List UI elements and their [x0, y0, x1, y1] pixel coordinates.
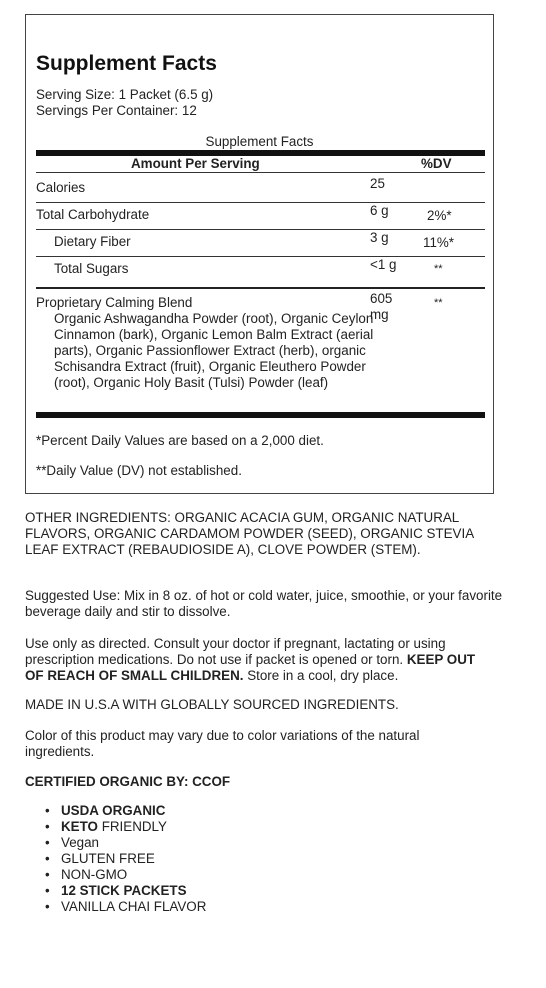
nutrient-amount-calories: 25 [370, 176, 385, 191]
nutrient-dv-total-carbohydrate: 2%* [427, 208, 452, 223]
header-amount-per-serving: Amount Per Serving [131, 156, 260, 171]
warning-text-end: Store in a cool, dry place. [243, 668, 399, 683]
serving-size: Serving Size: 1 Packet (6.5 g) [36, 87, 214, 102]
bullet-icon: • [45, 819, 50, 834]
other-ingredients: OTHER INGREDIENTS: ORGANIC ACACIA GUM, ORGANIC NATURAL FLAVORS, ORGANIC CARDAMOM POWDER (SEED), ORGANIC STEVIA LEAF EXTRACT (REBAUDIOSIDE A), CLOVE POWDER (STEM). [25, 510, 474, 557]
servings-per-container: Servings Per Container: 12 [36, 103, 197, 118]
claim-text: NON-GMO [61, 867, 128, 882]
claim-bold: 12 STICK PACKETS [61, 883, 187, 898]
nutrient-dv-dietary-fiber: 11%* [423, 235, 455, 250]
nutrient-name-calories: Calories [36, 180, 86, 195]
certified-organic-by: CERTIFIED ORGANIC BY: CCOF [25, 774, 231, 789]
nutrient-amount-total-sugars: <1 g [370, 257, 397, 272]
nutrient-name-total-sugars: Total Sugars [54, 261, 129, 276]
claim-text: FRIENDLY [97, 819, 167, 834]
color-note: Color of this product may vary due to color variations of the natural ingredients. [25, 728, 420, 759]
table-caption: Supplement Facts [205, 134, 314, 149]
warning-text-start: Use only as directed. Consult your doctor if pregnant, lactating or using prescription medications. Do not use if packet is opened or torn. [25, 636, 446, 667]
list-item [25, 835, 206, 851]
footnote-dv-not-established: **Daily Value (DV) not established. [36, 463, 242, 478]
list-item [25, 883, 206, 899]
row-divider [36, 202, 485, 203]
row-divider [36, 256, 485, 257]
row-divider [36, 229, 485, 230]
list-item [25, 851, 206, 867]
made-in-statement: MADE IN U.S.A WITH GLOBALLY SOURCED INGREDIENTS. [25, 697, 399, 712]
nutrient-name-dietary-fiber: Dietary Fiber [54, 234, 131, 249]
bullet-icon: • [45, 851, 50, 866]
claim-bold: USDA ORGANIC [61, 803, 166, 818]
header-dv: %DV [421, 156, 452, 171]
bullet-icon: • [45, 867, 50, 882]
bullet-icon: • [45, 835, 50, 850]
facts-title: Supplement Facts [36, 52, 217, 75]
top-thick-rule [36, 150, 485, 156]
bullet-icon: • [45, 899, 50, 914]
supplement-facts-panel [25, 14, 494, 494]
suggested-use: Suggested Use: Mix in 8 oz. of hot or cold water, juice, smoothie, or your favorite beverage daily and stir to dissolve. [25, 588, 503, 619]
footnote-percent-dv: *Percent Daily Values are based on a 2,000 diet. [36, 433, 324, 448]
nutrient-amount-total-carbohydrate: 6 g [370, 203, 389, 218]
claim-bold: KETO [61, 819, 98, 834]
bullet-icon: • [45, 803, 50, 818]
list-item [25, 819, 206, 835]
row-divider [36, 172, 485, 173]
claim-text: VANILLA CHAI FLAVOR [61, 899, 207, 914]
nutrient-amount-dietary-fiber: 3 g [370, 230, 389, 245]
nutrient-amount-proprietary-blend: 605 mg [370, 291, 393, 322]
claim-text: Vegan [61, 835, 99, 850]
bottom-thick-rule [36, 412, 485, 418]
list-item [25, 867, 206, 883]
proprietary-blend-ingredients: Organic Ashwagandha Powder (root), Organic Ceylon Cinnamon (bark), Organic Lemon Balm Extract (aerial parts), Organic Passionflower Extract (herb), organic Schisandra Extract (fruit), Organic Eleuthero Powder (root), Organic Holy Basit (Tulsi) Powder (leaf) [54, 311, 374, 390]
nutrient-dv-proprietary-blend: ** [434, 297, 443, 309]
list-item [25, 899, 206, 915]
nutrient-dv-total-sugars: ** [434, 263, 443, 275]
nutrient-name-proprietary-blend: Proprietary Calming Blend [36, 295, 193, 310]
row-divider [36, 287, 485, 289]
product-claims-list [25, 803, 206, 915]
warning-keep-out-of-reach: KEEP OUT OF REACH OF SMALL CHILDREN. [25, 652, 476, 683]
list-item [25, 803, 206, 819]
claim-text: GLUTEN FREE [61, 851, 155, 866]
warning-text [25, 636, 485, 684]
bullet-icon: • [45, 883, 50, 898]
nutrient-name-total-carbohydrate: Total Carbohydrate [36, 207, 150, 222]
